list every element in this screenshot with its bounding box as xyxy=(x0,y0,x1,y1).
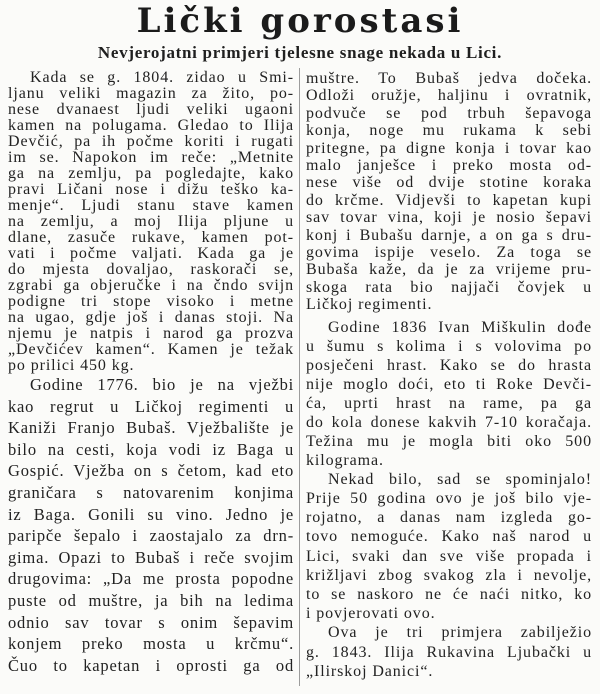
text-line: Ova je tri primjera zabilježio xyxy=(328,624,592,642)
text-line: kilograma. xyxy=(306,451,384,469)
text-line: Bubaša kaže, da je za vrijeme pru- xyxy=(306,261,592,279)
text-line: ga na zemlju, pa pogledajte, kako xyxy=(8,165,294,182)
text-line: tovo nemoguće. Kako naš narod u xyxy=(306,528,592,546)
text-line: njemu je natpis i narod ga prozva xyxy=(8,325,294,342)
text-line: rojatno, a danas nam izgleda go- xyxy=(306,509,592,527)
text-line: g. 1843. Ilija Rukavina Ljubački u xyxy=(306,643,592,661)
text-line: zgrabi ga objeručke i na čndo svijn xyxy=(8,277,294,294)
text-line: do krčme. Vidjevši to kapetan kupi xyxy=(306,191,592,209)
text-line: paripče šepalo i zaostajalo za drn- xyxy=(8,526,294,546)
text-line: drugovima: „Da me prosta popodne xyxy=(8,569,294,589)
text-line: Težina mu je mogla biti oko 500 xyxy=(306,432,592,450)
article-paragraph xyxy=(306,318,592,470)
text-line: na ugao, gdje još i danas stoji. Na xyxy=(8,309,294,326)
text-line: Kaniži Franjo Bubaš. Vježbalište je xyxy=(8,418,294,438)
text-line: vati i počme valjati. Kada ga je xyxy=(8,245,294,262)
text-line: skoga rata bio najjači čovjek u xyxy=(306,278,592,296)
left-column xyxy=(8,70,294,676)
article-paragraph xyxy=(8,374,294,676)
text-line: Ličkoj regimenti. xyxy=(306,296,433,314)
article-title: Lički gorostasi xyxy=(136,1,464,41)
text-line: nije moglo doći, eto ti Roke Devči- xyxy=(306,375,592,393)
text-line: u šumu s kolima i s volovima po xyxy=(306,337,592,355)
text-line: im se. Napokon im reče: „Metnite xyxy=(8,149,294,166)
text-line: „Devčićev kamen“. Kamen je težak xyxy=(8,341,294,358)
text-line: „Ilirskoj Danici“. xyxy=(306,663,434,681)
text-line: Čuo to kapetan i oprosti ga od xyxy=(8,655,294,675)
text-line: podigne tri stope visoko i metne xyxy=(8,293,294,310)
text-line: kao regrut u Ličkoj regimenti u xyxy=(8,396,294,416)
text-line: sav tovar vina, koji je nosio šepavi xyxy=(306,209,592,227)
text-line: nese više od dvije stotine koraka xyxy=(306,174,592,192)
text-line: ća, uprti hrast na rame, pa ga xyxy=(306,394,592,412)
text-line: do kola donese kakvih 7-10 koračaja. xyxy=(306,413,592,431)
text-line: Prije 50 godina ovo je još bilo vje- xyxy=(306,489,592,507)
text-line: i povjerovati ovo. xyxy=(306,605,436,623)
article-paragraph xyxy=(306,70,592,314)
text-line: menje“. Ljudi stanu stave kamen xyxy=(8,197,294,214)
text-line: bilo na cesti, koja vodi iz Baga u xyxy=(8,439,294,459)
text-line: puste od muštre, ja bih na ledima xyxy=(8,590,294,610)
text-line: Nekad bilo, sad se spominjalo! xyxy=(328,470,592,488)
text-line: graničara s natovarenim konjima xyxy=(8,482,294,502)
text-line: to se naskoro ne će naći nitko, ko xyxy=(306,585,592,603)
text-line: gima. Opazi to Bubaš i reče svojim xyxy=(8,547,294,567)
text-line: nese dvanaest ljudi veliki ugaoni xyxy=(8,101,294,118)
text-line: konjem preko mosta u krčmu“. xyxy=(8,634,294,654)
right-column xyxy=(306,70,592,682)
text-line: konj i Bubašu darnje, a on ga s dru- xyxy=(306,226,592,244)
text-line: malo janješce i preko mosta od- xyxy=(306,157,592,175)
text-line: dlane, zasuče rukave, kamen pot- xyxy=(8,229,294,246)
text-line: križljavi zbog svakog zla i nevolje, xyxy=(306,566,592,584)
text-line: govima ispije veselo. Za toga se xyxy=(306,244,592,262)
text-line: pritegne, pa digne konja i tovar kao xyxy=(306,139,592,157)
text-line: Lici, svaki dan sve više propada i xyxy=(306,547,592,565)
article-paragraph xyxy=(8,70,294,374)
text-line: iz Baga. Gonili su vino. Jedno je xyxy=(8,504,294,524)
text-line: Devčić, pa ih počme koriti i rugati xyxy=(8,133,294,150)
text-line: Godine 1776. bio je na vježbi xyxy=(30,375,294,394)
text-line: Kada se g. 1804. zidao u Smi- xyxy=(30,69,294,86)
text-line: odnio sav tovar s onim šepavim xyxy=(8,612,294,632)
text-line: Odloži oružje, haljinu i ovratnik, xyxy=(306,87,592,105)
text-line: do mjesta dovaljao, raskorači se, xyxy=(8,261,294,278)
text-line: po prilici 450 kg. xyxy=(8,357,135,374)
text-line: podvuče se pod trbuh šepavoga xyxy=(306,104,592,122)
text-line: pravi Ličani nose i dižu teško ka- xyxy=(8,181,294,198)
article-subtitle: Nevjerojatni primjeri tjelesne snage nekada u Lici. xyxy=(97,43,503,62)
text-line: kamen na polugama. Gledao to Ilija xyxy=(8,117,294,134)
text-line: na zemlju, a moj Ilija pljune u xyxy=(8,213,294,230)
text-line: posječeni hrast. Kako se do hrasta xyxy=(306,356,592,374)
text-line: muštre. To Bubaš jedva dočeka. xyxy=(306,70,592,87)
text-line: Godine 1836 Ivan Miškulin dođe xyxy=(328,318,592,336)
text-line: ljanu veliki magazin za žito, po- xyxy=(8,85,294,102)
column-divider xyxy=(299,68,300,686)
text-line: Gospić. Vježba on s četom, kad eto xyxy=(8,461,294,481)
article-paragraph xyxy=(306,470,592,624)
article-paragraph xyxy=(306,623,592,682)
text-line: konja, noge mu rukama k sebi xyxy=(306,122,592,140)
